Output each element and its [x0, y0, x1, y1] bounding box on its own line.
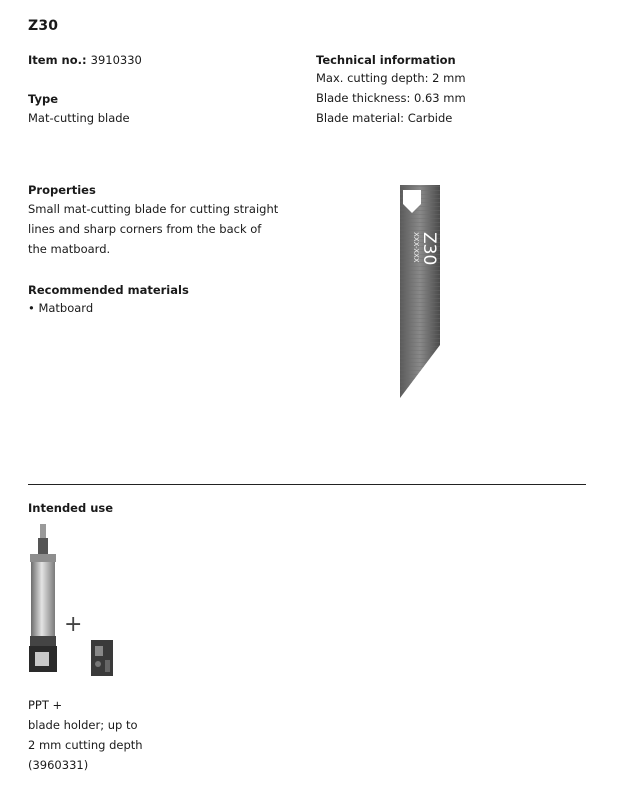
caption-line: PPT + — [28, 698, 63, 712]
blade-stamp-code: XXX-XXX — [412, 232, 420, 263]
ppt-tool-image — [26, 524, 62, 676]
properties-line: lines and sharp corners from the back of — [28, 222, 262, 236]
tech-blade-material: Blade material: Carbide — [316, 111, 453, 125]
plus-sign: + — [64, 612, 83, 637]
ppt-shaft-tip — [40, 524, 46, 540]
recommended-heading: Recommended materials — [28, 283, 189, 297]
technical-lines — [316, 68, 466, 128]
holder-clip — [105, 660, 110, 672]
blade-stamp-main: Z30 — [419, 232, 439, 266]
page-title: Z30 — [28, 18, 59, 34]
recommended-item: • Matboard — [28, 301, 94, 315]
caption-line: blade holder; up to — [28, 718, 138, 732]
ppt-lower-ring — [30, 636, 56, 646]
type-heading: Type — [28, 92, 59, 106]
ppt-collar — [38, 538, 48, 554]
holder-screw — [95, 661, 101, 667]
recommended-list — [28, 298, 93, 318]
tech-blade-thickness: Blade thickness: 0.63 mm — [316, 91, 466, 105]
properties-text — [28, 199, 298, 259]
blade-image — [390, 180, 450, 405]
holder-slot — [95, 646, 103, 656]
section-divider — [28, 484, 586, 485]
caption-line: 2 mm cutting depth — [28, 738, 143, 752]
intended-use-caption — [28, 695, 188, 775]
technical-heading: Technical information — [316, 53, 456, 67]
type-value: Mat-cutting blade — [28, 111, 130, 125]
caption-line: (3960331) — [28, 758, 89, 772]
item-number-label: Item no.: — [28, 53, 87, 67]
blade-grain — [400, 185, 440, 398]
blade-holder-image — [90, 640, 114, 676]
tech-cutting-depth: Max. cutting depth: 2 mm — [316, 71, 466, 85]
ppt-ring — [30, 554, 56, 562]
ppt-holder-window — [35, 652, 49, 666]
item-number — [28, 53, 142, 67]
properties-line: the matboard. — [28, 242, 111, 256]
item-number-value: 3910330 — [90, 53, 142, 67]
properties-line: Small mat-cutting blade for cutting straight — [28, 202, 279, 216]
intended-use-heading: Intended use — [28, 501, 114, 515]
ppt-body — [31, 562, 55, 636]
properties-heading: Properties — [28, 183, 96, 197]
